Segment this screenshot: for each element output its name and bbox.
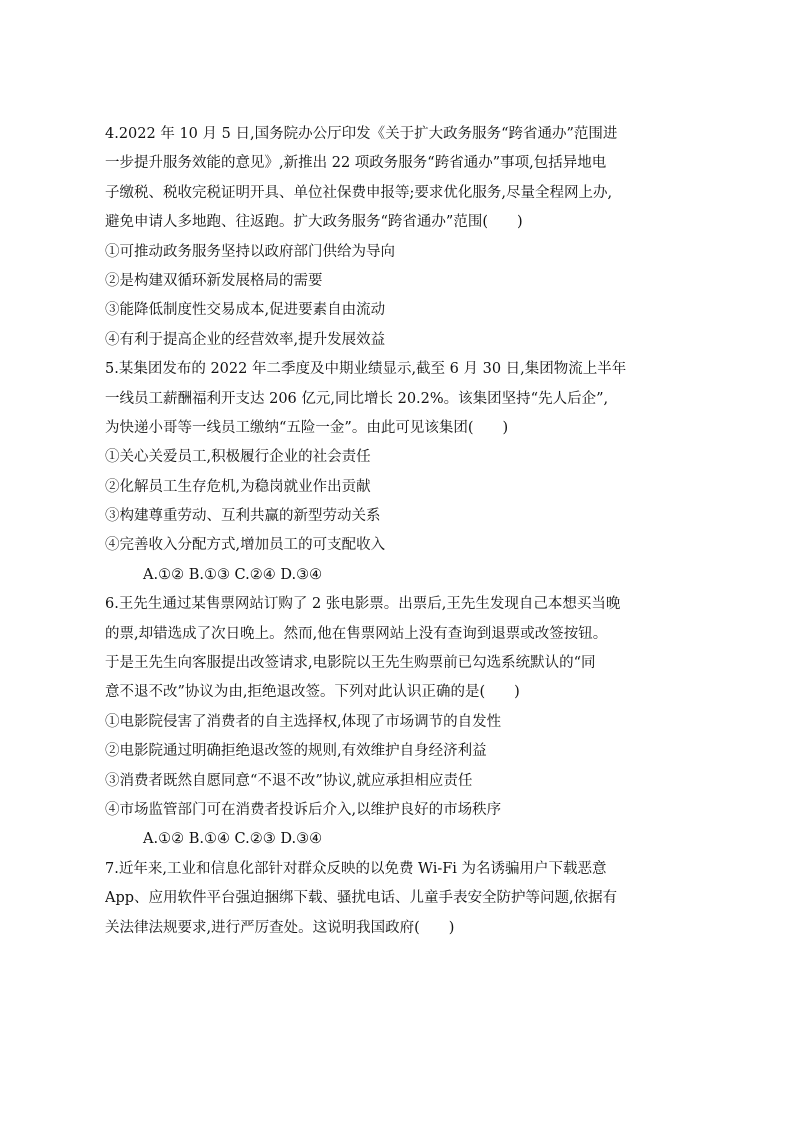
question-6-stem-line: 于是王先生向客服提出改签请求,电影院以王先生购票前已勾选系统默认的“同 — [105, 655, 596, 672]
question-4-option-1: ①可推动政务服务坚持以政府部门供给为导向 — [105, 243, 395, 260]
question-4-stem-line: 一步提升服务效能的意见》,新推出 22 项政务服务“跨省通办”事项,包括异地电 — [105, 155, 607, 172]
question-6-option-1: ①电影院侵害了消费者的自主选择权,体现了市场调节的自发性 — [105, 713, 502, 730]
question-4-stem-line: 子缴税、税收完税证明开具、单位社保费申报等;要求优化服务,尽量全程网上办, — [105, 184, 613, 201]
question-5-stem-line: 5.某集团发布的 2022 年二季度及中期业绩显示,截至 6 月 30 日,集团物流上半年 — [105, 361, 627, 378]
question-5-option-1: ①关心关爱员工,积极履行企业的社会责任 — [105, 449, 371, 466]
question-6-option-3: ③消费者既然自愿同意“不退不改”协议,就应承担相应责任 — [105, 772, 473, 789]
question-5-stem-line: 一线员工薪酬福利开支达 206 亿元,同比增长 20.2%。该集团坚持“先人后企”, — [105, 390, 609, 407]
question-5-stem-line: 为快递小哥等一线员工缴纳“五险一金”。由此可见该集团( ) — [105, 419, 509, 436]
question-7-stem-line: App、应用软件平台强迫捆绑下载、骚扰电话、儿童手表安全防护等问题,依据有 — [105, 890, 618, 907]
question-5-option-2: ②化解员工生存危机,为稳岗就业作出贡献 — [105, 478, 371, 495]
question-6-stem-line: 意不退不改”协议为由,拒绝退改签。下列对此认识正确的是( ) — [105, 684, 520, 701]
question-4 — [105, 120, 665, 355]
question-5-answer-choices: A.①② B.①③ C.②④ D.③④ — [143, 566, 323, 583]
question-7-stem-line: 关法律法规要求,进行严厉查处。这说明我国政府( ) — [105, 919, 455, 936]
question-6-option-4: ④市场监管部门可在消费者投诉后介入,以维护良好的市场秩序 — [105, 801, 502, 818]
question-6-stem-line: 的票,却错选成了次日晚上。然而,他在售票网站上没有查询到退票或改签按钮。 — [105, 625, 608, 642]
question-6-stem-line: 6.王先生通过某售票网站订购了 2 张电影票。出票后,王先生发现自己本想买当晚 — [105, 596, 621, 613]
question-7 — [105, 855, 665, 943]
question-4-stem-line: 避免申请人多地跑、往返跑。扩大政务服务“跨省通办”范围( ) — [105, 214, 523, 231]
question-5-option-4: ④完善收入分配方式,增加员工的可支配收入 — [105, 537, 386, 554]
question-6-option-2: ②电影院通过明确拒绝退改签的规则,有效维护自身经济利益 — [105, 743, 487, 760]
question-4-option-3: ③能降低制度性交易成本,促进要素自由流动 — [105, 302, 386, 319]
question-4-option-4: ④有利于提高企业的经营效率,提升发展效益 — [105, 331, 386, 348]
question-4-option-2: ②是构建双循环新发展格局的需要 — [105, 272, 323, 289]
question-5 — [105, 355, 665, 590]
question-6-answer-choices: A.①② B.①④ C.②③ D.③④ — [143, 831, 323, 848]
question-7-stem-line: 7.近年来,工业和信息化部针对群众反映的以免费 Wi-Fi 为名诱骗用户下载恶意 — [105, 860, 607, 877]
question-6 — [105, 590, 665, 855]
question-list — [105, 120, 665, 943]
question-4-stem-line: 4.2022 年 10 月 5 日,国务院办公厅印发《关于扩大政务服务“跨省通办”范围进 — [105, 126, 618, 142]
question-5-option-3: ③构建尊重劳动、互利共赢的新型劳动关系 — [105, 508, 381, 525]
